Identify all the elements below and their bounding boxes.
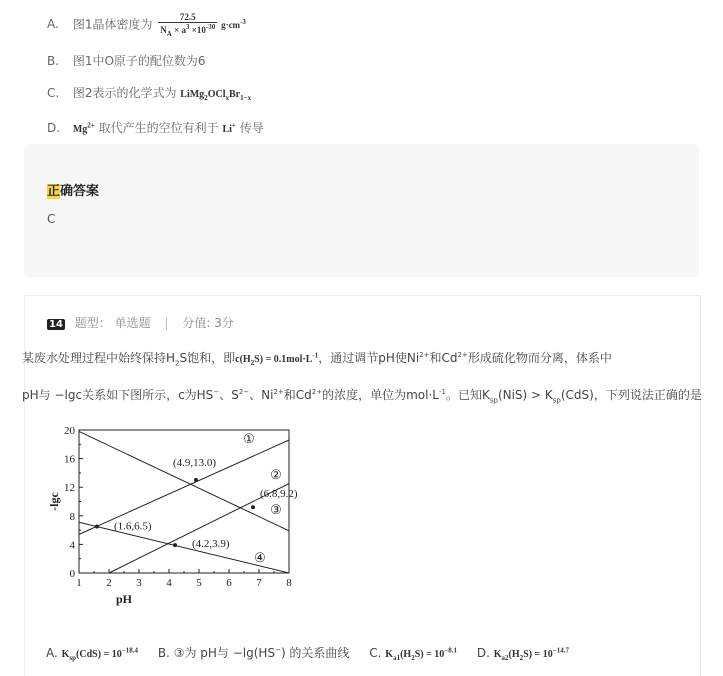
- intersection-point: [173, 543, 177, 547]
- choice-a[interactable]: A. $K_{sp}(CdS) = 10^{-18.4}$: [46, 646, 138, 662]
- answer-title: 正确答案: [47, 184, 100, 199]
- series-label-2: ②: [270, 467, 282, 482]
- answer-choices: [46, 644, 585, 662]
- x-tick-label: 8: [286, 577, 292, 589]
- density-fraction: $\frac{72.5}{N_A \times a^3 \times 10^{-30}}$: [160, 12, 216, 38]
- x-tick-label: 1: [76, 577, 82, 589]
- x-tick-label: 3: [136, 577, 142, 589]
- choice-b[interactable]: B. ③为 pH与 −lg(HS−) 的关系曲线: [157, 646, 350, 660]
- intersection-point: [251, 505, 255, 509]
- y-axis-label: -lgc: [47, 492, 61, 511]
- series-line-4: [79, 522, 289, 573]
- x-tick-label: 6: [226, 577, 232, 589]
- intersection-point: [95, 525, 99, 529]
- x-axis-label: pH: [115, 592, 133, 606]
- series-line-1: [79, 431, 289, 530]
- series-line-2: [79, 440, 289, 534]
- y-tick-label: 4: [69, 539, 75, 552]
- x-tick-label: 5: [196, 577, 202, 589]
- density-unit: $g\cdot cm^{-3}$: [221, 18, 246, 31]
- x-tick-label: 7: [256, 577, 262, 589]
- option-label: A.: [47, 17, 59, 32]
- y-tick-label: 8: [69, 510, 75, 523]
- point-label: (1.6,6.5): [114, 520, 152, 533]
- x-tick-label: 2: [106, 577, 112, 589]
- option-text: 图1中O原子的配位数为6: [72, 54, 206, 68]
- option-d[interactable]: [47, 119, 264, 136]
- question-stem-line-2: pH与 −lgc关系如下图所示，c为HS−、$S^{2-}$、$Ni^{2+}$和$Cd^{2+}$的浓度，单位为$mol\cdot L^{-1}$。已知$K_{sp}(NiS) > K_{sp}(CdS)$，下列说法正确的是: [22, 388, 702, 405]
- question-number: 14: [49, 319, 63, 330]
- option-label: C.: [47, 86, 60, 100]
- option-c[interactable]: [47, 84, 251, 102]
- point-label: (6.8,9.2): [260, 488, 298, 501]
- formula: $LiMg_2OCl_xBr_{1-x}$: [180, 89, 252, 102]
- y-tick-label: 0: [69, 568, 75, 580]
- answer-value: C: [47, 212, 56, 226]
- series-label-3: ③: [270, 502, 282, 517]
- option-text: 图2表示的化学式为: [72, 86, 177, 100]
- point-label: (4.2,3.9): [192, 538, 230, 551]
- y-tick-label: 20: [64, 425, 75, 437]
- question-type: 单选题: [114, 316, 151, 330]
- ph-lgc-chart: [46, 422, 306, 612]
- choice-d[interactable]: D. $K_{a2}(H_2S) = 10^{-14.7}$: [476, 646, 569, 662]
- x-tick-label: 4: [166, 577, 172, 589]
- option-text: 图1晶体密度为: [72, 17, 153, 32]
- option-label: D.: [47, 121, 61, 135]
- question-stem-line-1: 某废水处理过程中始终保持$H_2S$饱和，即$c(H_2S) = 0.1mol\cdot L^{-1}$，通过调节pH使$Ni^{2+}$和$Cd^{2+}$形成硫化物而分离，体系中: [22, 351, 612, 368]
- ion: Li+: [222, 121, 236, 135]
- question-type-label: 题型：: [74, 316, 111, 330]
- intersection-point: [194, 478, 198, 482]
- option-label: B.: [47, 54, 60, 68]
- question-score: 分值: 3分: [182, 316, 234, 330]
- option-text: 取代产生的空位有利于: [98, 121, 219, 135]
- option-a[interactable]: [47, 12, 246, 38]
- y-tick-label: 12: [64, 482, 75, 495]
- answer-panel: [24, 144, 699, 277]
- y-tick-label: 16: [64, 453, 75, 466]
- divider: |: [164, 316, 169, 330]
- question-header: [47, 314, 234, 331]
- option-text: 传导: [239, 121, 264, 135]
- point-label: (4.9,13.0): [173, 457, 217, 470]
- ion: $Mg^{2+}$: [72, 121, 95, 135]
- choice-c[interactable]: C. $K_{a1}(H_2S) = 10^{-8.1}$: [369, 646, 458, 662]
- series-label-1: ①: [243, 431, 255, 446]
- option-b[interactable]: [47, 52, 206, 69]
- series-label-4: ④: [254, 550, 266, 565]
